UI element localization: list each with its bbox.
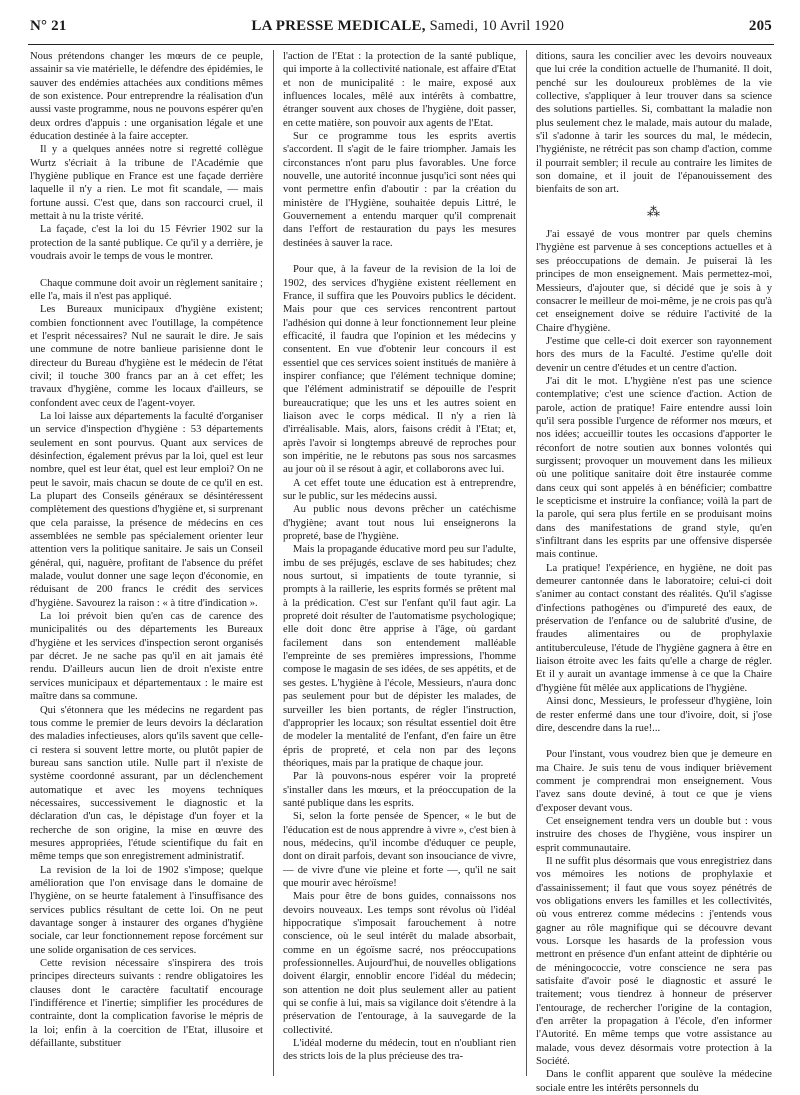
paragraph: Nous prétendons changer les mœurs de ce peuple, assainir sa vie matérielle, le défendre des épidémies, le sauver des endémies attachées aux conditions mêmes de son existence. Pour entreprendre la réalisation d'un aussi vaste programme, nous ne pouvons espérer qu'en deux ordres d'appuis : une organisation légale et une éducation destinée à la faire accepter. <box>30 51 263 143</box>
paragraph: Pour l'instant, vous voudrez bien que je demeure en ma Chaire. Je suis tenu de vous indiquer brièvement comment je comprendrai mon enseignement. Vous l'avez sans doute deviné, à tout ce que je viens d'exposer devant vous. <box>536 749 772 814</box>
page-number: 205 <box>748 18 772 34</box>
issue-number: N° 21 <box>30 18 67 34</box>
paragraph: Mais la propagande éducative mord peu sur l'adulte, imbu de ses préjugés, esclave de ses habitudes; chez nous surtout, si impatients de toute tyrannie, si prompts à la raillerie, les esprits formés se prêtent mal à la prédication. C'est sur l'enfant qu'il faut agir. La propreté doit résulter de l'automatisme psychologique; elle doit donc être apprise à l'âge, où gardant facilement dans son entendement malléable l'empreinte de ses premières impressions, l'homme compose le magasin de ses idées, de ses appétits, et de ses gestes. L'hygiène à l'école, Messieurs, n'aura donc pas seulement pour but de dépister les malades, de surveiller les bien portants, de régler l'instruction, d'approprier les locaux; son résultat essentiel doit être de modeler la mentalité de l'enfant, d'en faire un être épris de propreté, et cela non par des leçons théoriques, mais par la pratique de chaque jour. <box>283 544 516 769</box>
paragraph: La loi laisse aux départements la faculté d'organiser un service d'inspection d'hygiène : 53 départements seulement en sont pourvus. Quant aux services de désinfection, également prévus par la loi, quel est leur nombre, quel est leur état, quel est leur emploi? On ne peut le savoir, mais chacun se doute de ce qu'il en est. La plupart des Conseils généraux se désintéressent complètement des questions d'hygiène et, si surprenant que cela paraisse, la présence de médecins en ces assemblées ne semble pas spécialement orienter leur attention vers la politique sanitaire. Je sais un Conseil général, qui, naguère, profitant de l'absence du préfet malade, voulut donner une sage leçon d'économie, en réduisant de 200 francs le crédit des services d'hygiène. Savourez la raison : « à titre d'indication ». <box>30 410 263 609</box>
paragraph-gap <box>283 250 516 263</box>
paragraph: Chaque commune doit avoir un règlement sanitaire ; elle l'a, mais il n'est pas appliqué. <box>30 277 263 302</box>
paragraph: J'ai dit le mot. L'hygiène n'est pas une science contemplative; c'est une science d'action. Action de parole, action de pratique! Faire entendre aussi loin qu'il sera possible l'urgence de réformer nos mœurs, et nos idées; accueillir toutes les occasions d'apporter le réconfort de notre soutien aux bonnes volontés qui surgissent; provoquer un mouvement dans les milieux où une politique sanitaire doit être instaurée comme dans ceux qui sont appelés à en bénéficier; combattre le scepticisme et instruire la confiance; voilà la part de la parole, qui sera plus fertile en se produisant moins dans des manifestations de grand style, qu'en s'infiltrant dans les esprits par une offensive dispersée mais continue. <box>536 375 772 561</box>
paragraph: Cette revision nécessaire s'inspirera des trois principes directeurs suivants : rendre obligatoires les clauses dont le caractère facultatif encourage l'indifférence et l'inertie; simplifier les procédures de contrainte, dont la complication favorise le mépris de la loi; enfin à la coercition de l'Etat, illusoire et défaillante, substituer <box>30 958 263 1050</box>
paragraph: l'action de l'Etat : la protection de la santé publique, qui importe à la collectivité nationale, est affaire d'Etat et non de municipalité : le maire, exposé aux influences locales, mêlé aux intérêts à combattre, étranger souvent aux choses de l'hygiène, doit passer, en cette matière, son pouvoir aux agents de l'Etat. <box>283 51 516 129</box>
text-column-1 <box>30 50 263 1076</box>
paragraph: J'estime que celle-ci doit exercer son rayonnement hors des murs de la Faculté. J'estime qu'elle doit devenir un centre d'études et un centre d'action. <box>536 335 772 374</box>
paragraph: L'idéal moderne du médecin, tout en n'oubliant rien des stricts lois de la plus précieuse des tra- <box>283 1038 516 1063</box>
paragraph-gap <box>536 735 772 748</box>
paragraph: La loi prévoit bien qu'en cas de carence des municipalités ou des départements les Bureaux d'hygiène et les services d'inspection seront organisés par décret. Je ne sache pas qu'il en ait jamais été rendu. D'ailleurs aucun lien de droit n'existe entre services municipaux et départementaux : le maire est maître dans sa commune. <box>30 611 263 703</box>
paragraph: La façade, c'est la loi du 15 Février 1902 sur la protection de la santé publique. Ce qu'il y a derrière, je voudrais avoir le temps de vous le montrer. <box>30 224 263 263</box>
paragraph: ditions, saura les concilier avec les devoirs nouveaux que lui crée la condition actuelle de l'humanité. Il doit, penché sur les douloureux problèmes de la vie collective, s'appliquer à leur trouver dans sa science des solutions partielles. Si, combattant la maladie non plus seulement chez le malade, mais autour du malade, s'il s'adonne à tarir les sources du mal, le médecin, l'hygiéniste, ne rétrécit pas son champ d'action, comme il pourrait sembler; il recule au contraire les limites de son domaine, et il jouit de l'épanouissement des bienfaits de son art. <box>536 51 772 196</box>
paragraph: Au public nous devons prêcher un catéchisme d'hygiène; avant tout nous lui enseignerons la propreté, base de l'hygiène. <box>283 504 516 543</box>
text-column-3 <box>536 50 772 1094</box>
paragraph: Si, selon la forte pensée de Spencer, « le but de l'éducation est de nous apprendre à vivre », c'est bien à nous, médecins, qu'il incombe d'éduquer ce peuple, dont on dirait parfois, devant son insouciance de vivre, — de vivre d'une vie pleine et forte —, qu'il ne sait que mourir avec héroïsme! <box>283 811 516 889</box>
paragraph: Sur ce programme tous les esprits avertis s'accordent. Il s'agit de le faire triompher. Jamais les circonstances n'ont paru plus favorables. Une force nouvelle, une autorité inconnue jusqu'ici sont nées qui vont permettre enfin d'aboutir : par la création du ministère de l'Hygiène, souhaitée depuis Littré, le Gouvernement a entendu marquer qu'il comprenait dans l'effort de restauration du pays les mesures destinées à sauver la race. <box>283 131 516 249</box>
paragraph: Pour que, à la faveur de la revision de la loi de 1902, des services d'hygiène existent réellement en France, il suffira que les Pouvoirs publics le décident. Mais pour que ces services rencontrent partout l'adhésion qui donne à leur fonctionnement leur pleine efficacité, il faudra que l'opinion et les médecins y consentent. En vue d'obtenir leur concours il est essentiel que ces services soient institués de manière à inspirer confiance; que l'élément technique domine; que l'élément administratif se dépouille de l'esprit bureaucratique; que les uns et les autres soient en liaison avec le corps médical. Il n'y a rien là d'irréalisable. Mais, alors, faisons crédit à l'Etat; et, après l'avoir si longtemps abreuvé de reproches pour son impéritie, ne le rebutons pas sous nos sarcasmes au jour où il se résout à agir, et collaborons avec lui. <box>283 264 516 476</box>
paragraph: Cet enseignement tendra vers un double but : vous instruire des choses de l'hygiène, vous inspirer un esprit communautaire. <box>536 815 772 854</box>
paragraph: Par là pouvons-nous espérer voir la propreté s'installer dans les mœurs, et la préoccupation de la santé publique dans les esprits. <box>283 771 516 809</box>
header-rule <box>28 44 774 45</box>
paragraph-gap <box>30 264 263 277</box>
paragraph: Les Bureaux municipaux d'hygiène existent; combien fonctionnent avec l'outillage, la compétence et l'esprit nécessaires? Nul ne saurait le dire. Je sais une commune de notre banlieue parisienne dont le directeur du Bureau d'hygiène est le médecin de l'état civil; il touche 300 francs par an à cet effet; les travaux d'hygiène, comme les locaux d'ailleurs, se confondent avec ceux de l'agent-voyer. <box>30 304 263 409</box>
journal-title: LA PRESSE MEDICALE, <box>251 18 426 34</box>
paragraph: Mais pour être de bons guides, connaissons nos devoirs nouveaux. Les temps sont révolus où l'idéal hippocratique s'imposait farouchement à notre conscience, où le seul intérêt du malade absorbait, comme en un égoïsme sacré, nos préoccupations professionnelles. Aujourd'hui, de nouvelles obligations doivent élargir, ennoblir encore l'idéal du médecin; son attention ne doit plus seulement aller au patient qui se confie à lui, mais sa vigilance doit s'étendre à la préservation de l'entourage, à la sauvegarde de la collectivité. <box>283 891 516 1036</box>
paragraph: Qui s'étonnera que les médecins ne regardent pas tous comme le premier de leurs devoirs la déclaration des maladies infectieuses, alors qu'ils savent que celle-ci restera si souvent lettre morte, ou plutôt papier de bureau sans sanction utile. Nulle part il n'existe de système coordonné assurant, par un déclenchement automatique et avec les moyens techniques nécessaires, successivement le diagnostic et la déclaration d'un cas, le dépistage d'un foyer et la recherche de son origine, la mise en œuvre des mesures appropriées, l'étude scientifique du fait en même temps que son enregistrement administratif. <box>30 704 263 863</box>
issue-date: Samedi, 10 Avril 1920 <box>429 18 565 34</box>
page-header <box>30 18 772 40</box>
paragraph: Ainsi donc, Messieurs, le professeur d'hygiène, loin de rester enfermé dans une tour d'ivoire, doit, si j'ose dire, descendre dans la rue!... <box>536 696 772 734</box>
paragraph: Il ne suffit plus désormais que vous enregistriez dans vos mémoires les notions de prophylaxie et d'assainissement; il faut que vous soyez pénétrés de vos obligations envers les familles et les collectivités, où vous entrerez comme médecins : j'entends vous gagner au rôle magnifique qui se découvre devant vous. Lorsque les hasards de la profession vous mettront en présence d'un enfant atteint de diphtérie ou de méningococcie, votre conscience ne sera pas satisfaite d'avoir posé le diagnostic et assuré le traitement; vous tiendrez à honneur de préserver l'entourage, de rechercher l'origine de la contagion, d'en arrêter la propagation à l'école, d'en informer l'Autorité. En même temps que votre assistance au malade, vous devez désormais votre protection à la Société. <box>536 855 772 1068</box>
paragraph: J'ai essayé de vous montrer par quels chemins l'hygiène est parvenue à ses conceptions actuelles et à ses préoccupations de demain. Je puiserai là les principes de mon enseignement. Mais permettez-moi, Messieurs, d'ajouter que, si décidé que je sois à y consacrer le meilleur de moi-même, je ne crois pas qu'à cet enseignement doive se réduire l'activité de la Chaire d'hygiène. <box>536 229 772 334</box>
column-divider-1 <box>273 50 274 1076</box>
paragraph: La revision de la loi de 1902 s'impose; quelque amélioration que l'on envisage dans le domaine de l'hygiène, on se heurte fatalement à l'insuffisance des services publics résultant de cette loi. On ne peut davantage songer à instaurer des organes d'hygiène sociale, car leur fonctionnement repose forcément sur une solide organisation de ces services. <box>30 864 263 956</box>
column-divider-2 <box>526 50 527 1076</box>
masthead <box>251 18 564 35</box>
paragraph: La pratique! l'expérience, en hygiène, ne doit pas demeurer cantonnée dans le laboratoire; celui-ci doit s'animer au contact constant des réalités. Qu'il s'agisse d'infections pathogènes ou d'impureté des eaux, de préservation de l'enfance ou de salubrité d'usine, de fraudes alimentaires ou de prophylaxie antituberculeuse, l'étude de l'hygiène gagnera à être en liaison étroite avec les faits qu'elle a charge de régler. Et il y aurait un avantage immense à ce que la Chaire d'hygiène fût mêlée aux applications de l'hygiène. <box>536 562 772 694</box>
section-separator: ⁂ <box>647 203 661 219</box>
paragraph: A cet effet toute une éducation est à entreprendre, sur le public, sur les médecins aussi. <box>283 477 516 502</box>
text-column-2 <box>283 50 516 1076</box>
paragraph: Il y a quelques années notre si regretté collègue Wurtz s'écriait à la tribune de l'Académie que l'hygiène publique en France est une façade derrière laquelle il n'y a rien. Le mot fit scandale, — mais fortune aussi. C'est que, dans son raccourci cruel, il mettait à nu la triste vérité. <box>30 144 263 223</box>
paragraph: Dans le conflit apparent que soulève la médecine sociale entre les intérêts personnels du <box>536 1069 772 1094</box>
